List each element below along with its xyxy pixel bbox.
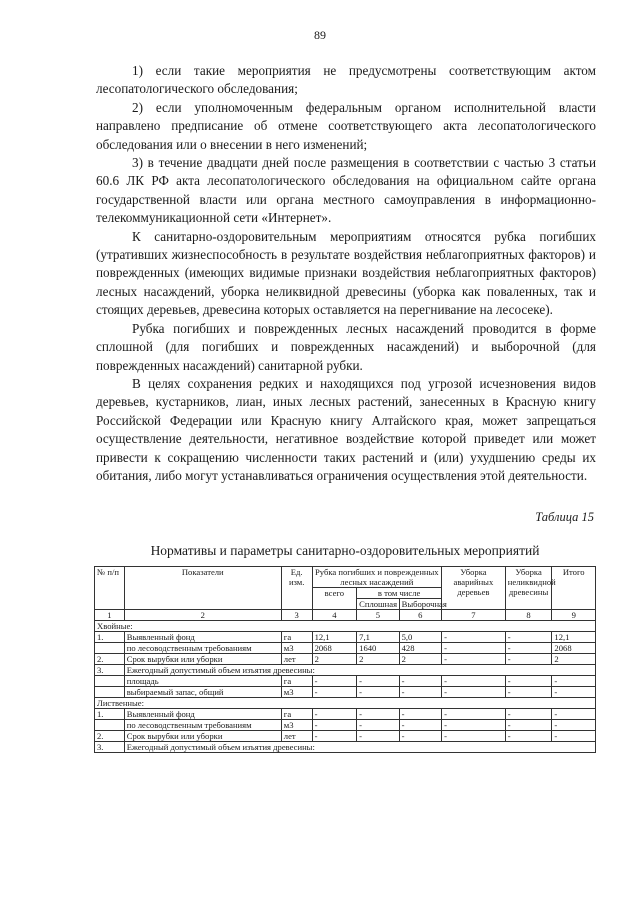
table-cell: - xyxy=(312,687,357,698)
table-cell: 2. xyxy=(95,731,125,742)
paragraph: Рубка погибших и поврежденных лесных насаждений проводится в форме сплошной (для погибших и поврежденных насаждений) и выборочной (для поврежденных насаждений) санитарной рубки. xyxy=(96,320,596,373)
table-cell: га xyxy=(281,632,312,643)
header-cutting: Рубка погибших и поврежденных лесных насаждений xyxy=(312,567,442,588)
table-cell: - xyxy=(312,676,357,687)
table-cell: Ежегодный допустимый объем изъятия древесины: xyxy=(124,742,595,753)
table-row xyxy=(95,709,596,720)
table-cell: - xyxy=(357,731,399,742)
table-cell: - xyxy=(442,709,506,720)
table-cell: - xyxy=(552,676,596,687)
header-windfall: Уборка аварийных деревьев xyxy=(442,567,506,610)
table-cell: 1. xyxy=(95,632,125,643)
table-cell: 2068 xyxy=(312,643,357,654)
column-number: 1 xyxy=(95,610,125,621)
table-cell: - xyxy=(399,676,441,687)
table-cell: м3 xyxy=(281,643,312,654)
table-cell: - xyxy=(442,687,506,698)
norms-table xyxy=(94,566,596,753)
table-cell: - xyxy=(552,731,596,742)
table-cell: - xyxy=(442,676,506,687)
header-sum: Итого xyxy=(552,567,596,610)
table-cell: Выявленный фонд xyxy=(124,632,281,643)
table-cell: га xyxy=(281,676,312,687)
table-row xyxy=(95,643,596,654)
section-title: Хвойные: xyxy=(95,621,596,632)
table-cell: - xyxy=(312,731,357,742)
header-including: в том числе xyxy=(357,588,442,599)
table-cell: 12,1 xyxy=(552,632,596,643)
table-cell: 7,1 xyxy=(357,632,399,643)
table-cell: га xyxy=(281,709,312,720)
table-cell: Срок вырубки или уборки xyxy=(124,731,281,742)
table-cell: 2. xyxy=(95,654,125,665)
header-clear: Сплошная xyxy=(357,599,399,610)
table-cell: 1640 xyxy=(357,643,399,654)
table-cell: Выявленный фонд xyxy=(124,709,281,720)
column-number: 6 xyxy=(399,610,441,621)
table-cell: Ежегодный допустимый объем изъятия древесины: xyxy=(124,665,595,676)
table-cell: - xyxy=(357,676,399,687)
table-cell: площадь xyxy=(124,676,281,687)
table-cell: 2 xyxy=(312,654,357,665)
table-row xyxy=(95,731,596,742)
table-cell: по лесоводственным требованиям xyxy=(124,720,281,731)
table-cell: - xyxy=(312,709,357,720)
column-number: 5 xyxy=(357,610,399,621)
table-cell: 3. xyxy=(95,742,125,753)
table-row xyxy=(95,676,596,687)
table-cell: м3 xyxy=(281,687,312,698)
table-cell: - xyxy=(505,643,552,654)
table-cell: 2068 xyxy=(552,643,596,654)
table-cell: 5,0 xyxy=(399,632,441,643)
table-cell: - xyxy=(399,720,441,731)
table-caption: Таблица 15 xyxy=(535,510,594,524)
table-cell: - xyxy=(505,654,552,665)
table-cell xyxy=(95,643,125,654)
table-cell: - xyxy=(442,720,506,731)
table-row xyxy=(95,654,596,665)
header-unit: Ед. изм. xyxy=(281,567,312,610)
paragraph: В целях сохранения редких и находящихся под угрозой исчезновения видов деревьев, кустарников, лиан, иных лесных растений, занесенных в Красную книгу Российской Федерации или Красную книгу Алтайского края, может запрещаться осуществление деятельности, негативное воздействие которой приведет или может привести к сокращению численности таких растений и (или) ухудшению среды их обитания, либо могут устанавливаться ограничения осуществления этой деятельности. xyxy=(96,375,596,483)
section-row xyxy=(95,698,596,709)
table-cell: Срок вырубки или уборки xyxy=(124,654,281,665)
page-number: 89 xyxy=(314,28,326,42)
table-cell: выбираемый запас, общий xyxy=(124,687,281,698)
paragraph: 1) если такие мероприятия не предусмотрены соответствующим актом лесопатологического обследования; xyxy=(96,63,596,97)
table-cell xyxy=(95,687,125,698)
paragraph: К санитарно-оздоровительным мероприятиям относятся рубка погибших (утративших жизнеспособность в результате воздействия неблагоприятных факторов) и поврежденных (имеющих видимые признаки воздействия неблагоприятных факторов) лесных насаждений, уборка неликвидной древесины (уборка как поваленных, так и стоящих деревьев, древесина которых оставляется на перегнивание на лесосеке). xyxy=(96,228,596,318)
table-cell: - xyxy=(399,731,441,742)
header-illiquid: Уборка неликвидной древесины xyxy=(505,567,552,610)
table-cell: 1. xyxy=(95,709,125,720)
table-row xyxy=(95,632,596,643)
column-numbers-row xyxy=(95,610,596,621)
table-cell xyxy=(95,676,125,687)
table-cell: - xyxy=(505,687,552,698)
table-cell: - xyxy=(312,720,357,731)
paragraph: 3) в течение двадцати дней после размещения в соответствии с частью 3 статьи 60.6 ЛК РФ акта лесопатологического обследования на официальном сайте органа государственной власти или органа местного самоуправления в информационно-телекоммуникационной сети «Интернет». xyxy=(96,155,596,226)
column-number: 9 xyxy=(552,610,596,621)
table-cell: - xyxy=(442,731,506,742)
table-cell: - xyxy=(505,676,552,687)
column-number: 3 xyxy=(281,610,312,621)
table-cell: 2 xyxy=(399,654,441,665)
table-cell: - xyxy=(552,720,596,731)
table-cell: 2 xyxy=(552,654,596,665)
table-cell: - xyxy=(442,654,506,665)
table-cell: 428 xyxy=(399,643,441,654)
table-cell: - xyxy=(399,709,441,720)
table-cell: - xyxy=(505,709,552,720)
table-cell xyxy=(95,720,125,731)
table-cell: - xyxy=(442,632,506,643)
body-text xyxy=(96,62,596,485)
table-cell: - xyxy=(399,687,441,698)
table-cell: - xyxy=(505,731,552,742)
table-body xyxy=(95,621,596,753)
section-row xyxy=(95,621,596,632)
table-cell: - xyxy=(552,687,596,698)
table-cell: м3 xyxy=(281,720,312,731)
column-number: 7 xyxy=(442,610,506,621)
paragraph: 2) если уполномоченным федеральным органом исполнительной власти направлено предписание об отмене соответствующего акта лесопатологического обследования или о внесении в него изменений; xyxy=(96,99,596,152)
table-cell: - xyxy=(505,632,552,643)
table-cell: - xyxy=(442,643,506,654)
table-cell: лет xyxy=(281,731,312,742)
table-cell: - xyxy=(357,687,399,698)
table-cell: по лесоводственным требованиям xyxy=(124,643,281,654)
table-cell: - xyxy=(357,720,399,731)
table-row xyxy=(95,665,596,676)
table-row xyxy=(95,687,596,698)
table-row xyxy=(95,720,596,731)
table-cell: - xyxy=(552,709,596,720)
table-cell: 3. xyxy=(95,665,125,676)
table-cell: - xyxy=(357,709,399,720)
header-selective: Выборочная xyxy=(399,599,441,610)
column-number: 8 xyxy=(505,610,552,621)
table-title: Нормативы и параметры санитарно-оздоровительных мероприятий xyxy=(150,543,540,558)
header-indicators: Показатели xyxy=(124,567,281,610)
column-number: 2 xyxy=(124,610,281,621)
section-title: Лиственные: xyxy=(95,698,596,709)
header-num: № п/п xyxy=(95,567,125,610)
table-cell: лет xyxy=(281,654,312,665)
table-row xyxy=(95,742,596,753)
table-cell: - xyxy=(505,720,552,731)
table-cell: 12,1 xyxy=(312,632,357,643)
table-cell: 2 xyxy=(357,654,399,665)
header-total: всего xyxy=(312,588,357,610)
column-number: 4 xyxy=(312,610,357,621)
